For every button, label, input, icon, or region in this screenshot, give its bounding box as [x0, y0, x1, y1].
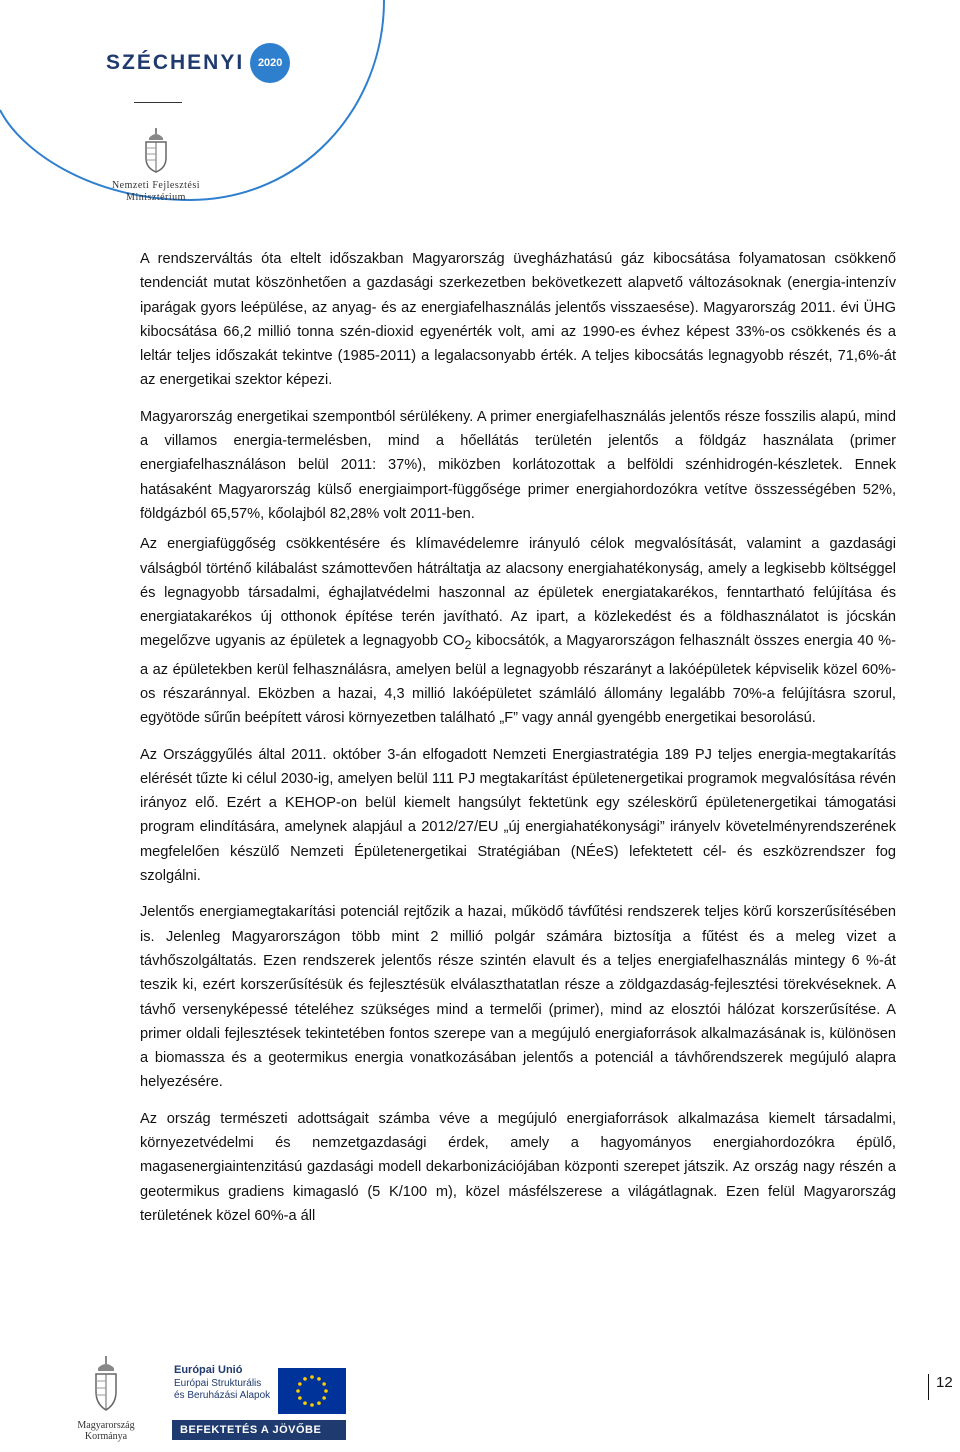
coat-of-arms-icon — [92, 1356, 120, 1412]
ministry-line-1: Nemzeti Fejlesztési — [111, 180, 201, 191]
document-body — [140, 247, 896, 1228]
logo-text: SZÉCHENYI — [106, 51, 245, 74]
coat-of-arms-icon — [141, 128, 171, 174]
eu-flag-star — [298, 1382, 302, 1386]
szechenyi-2020-logo — [106, 38, 290, 88]
eu-flag-star — [322, 1396, 326, 1400]
eu-subtitle: Európai Strukturális és Beruházási Alapok — [174, 1378, 271, 1401]
header-divider — [134, 102, 182, 103]
eu-flag-star — [317, 1401, 321, 1405]
eu-slogan: BEFEKTETÉS A JÖVŐBE — [172, 1420, 346, 1440]
paragraph-energy-strategy: Az Országgyűlés által 2011. október 3-án elfogadott Nemzeti Energiastratégia 189 PJ teljes energia-megtakarítás elérését tűzte ki célul 2030-ig, amelyen belül 111 PJ megtakarítást épületenergetikai programok megvalósítása révén irányoz elő. Ezért a KEHOP-on belül kiemelt hangsúlyt fektetünk egy széleskörű épületenergetikai támogatási program elindítására, amelynek alapjául a 2012/27/EU „új energiahatékonysági” irányelv követelményrendszerének megfelelően készülő Nemzeti Épületenergetikai Stratégiában (NÉeS) lefektetett cél- és eszközrendszer fog szolgálni. — [140, 746, 896, 885]
eu-flag-background — [278, 1368, 346, 1414]
co2-subscript: 2 — [464, 638, 472, 653]
country-line-2: Kormánya — [84, 1431, 128, 1442]
ministry-line-2: Minisztérium — [126, 192, 186, 203]
eu-flag-star — [310, 1403, 314, 1407]
paragraph-text-part: kibocsátók, a Magyarországon felhasznált összes energia 40 %-a az épületekben kerül felhasználásra, amelyen belül a legnagyobb részarányt a lakóépületek képviselik közel 60%-os részaránnyal. Eközben a hazai, 4,3 millió lakóépületet számláló állomány legalább 70%-a felújításra szorul, egyötöde sűrűn beépített városi környezetben található „F” vagy annál gyengébb energetikai besorolású. — [140, 633, 896, 727]
eu-title: Európai Unió — [174, 1364, 243, 1376]
eu-flag-star — [296, 1389, 300, 1393]
eu-flag-star — [322, 1382, 326, 1386]
paragraph-energy-vulnerability: Magyarország energetikai szempontból sérülékeny. A primer energiafelhasználás jelentős része fosszilis alapú, mind a villamos energia-termelésben, mind a hőellátás területén jelentős a földgáz használata (primer energiafelhasználáson belül 2011: 37%), miközben korlátozottak a belföldi szénhidrogén-készletek. Ennek hatásaként Magyarország külső energiaimport-függősége primer energiahordozókra vetítve összességében 52%, földgázból 65,57%, kőolajból 82,28% volt 2011-ben. — [140, 408, 896, 522]
logo-badge-text: 2020 — [257, 57, 283, 69]
page-number-rule — [928, 1374, 929, 1400]
eu-flag-star — [303, 1401, 307, 1405]
eu-flag-star — [317, 1377, 321, 1381]
country-line-1: Magyarország — [77, 1420, 135, 1431]
eu-flag-star — [324, 1389, 328, 1393]
government-logo — [60, 1356, 152, 1442]
paragraph-district-heating: Jelentős energiamegtakarítási potenciál rejtőzik a hazai, működő távfűtési rendszerek teljes körű korszerűsítésében is. Jelenleg Magyarországon több mint 2 millió polgár számára biztosítja a fűtést és a meleg vizet a távhőszolgáltatás. Ezen rendszerek jelentős része szintén elavult és a teljes energiafelhasználás mintegy 6 %-át teszik ki, ezért korszerűsítésük és fejlesztésük elválaszthatatlan része a zöldgazdaság-fejlesztési törekvéseknek. A távhő versenyképessé tételéhez szükséges mind a termelői (primer), mind az elosztói hálózat korszerűsítése. A primer oldali fejlesztések tekintetében fontos szerepe van a megújuló energiaforrások alkalmazásának is, különösen a biomassza és a geotermikus energia vonatkozásában jelentős a potenciál a távhőrendszerek megújuló alapra helyezésére. — [140, 904, 896, 1091]
paragraph-text-part: Az energiafüggőség csökkentésére és klímavédelemre irányuló célok megvalósítását, valamint a gazdasági válságból történő kilábalást számottevően hátráltatja az alacsony energiahatékonyság, amely a legkisebb költséggel és legnagyobb társadalmi, éghajlatvédelmi haszonnal az épületek energiatakarékos, fenntartható felújítása és energiatakarékos új otthonok építése terén javítható. Az ipart, a közlekedést és a földhasználatot is jócskán megelőzve ugyanis az épületek a legnagyobb CO — [140, 536, 896, 650]
paragraph-emissions: A rendszerváltás óta eltelt időszakban Magyarország üvegházhatású gáz kibocsátása folyamatosan csökkenő tendenciát mutat köszönhetően a gazdasági szerkezetben bekövetkezett alapvető változásoknak (energia-intenzív iparágak gyors leépülése, az anyag- és az energiafelhasználás jelentős visszaesése). Magyarország 2011. évi ÜHG kibocsátása 66,2 millió tonna szén-dioxid egyenérték volt, ami az 1990-es évhez képest 33%-os csökkenés és a leltár teljes időszakát tekintve (1985-2011) a legalacsonyabb érték. A teljes kibocsátás legnagyobb részét, 71,6%-át az energetikai szektor képezi. — [140, 251, 896, 389]
eu-flag-star — [298, 1396, 302, 1400]
paragraph-renewables: Az ország természeti adottságait számba véve a megújuló energiaforrások alkalmazása kiemelt társadalmi, környezetvédelmi és nemzetgazdasági érdek, amely a hagyományos energiahordozókra épülő, magasenergiaintenzitású gazdasági modell dekarbonizációjában központi szerepet játszik. Az ország nagy részén a geotermikus gradiens kimagasló (5 K/100 m), közel másfélszerese a világátlagnak. Ezen felül Magyarország területének közel 60%-a áll — [140, 1110, 896, 1224]
eu-flag-icon — [278, 1368, 346, 1414]
page-number: 12 — [936, 1374, 953, 1391]
eu-funds-logo — [166, 1364, 346, 1440]
paragraph-energy-efficiency — [140, 532, 896, 730]
logo-badge — [250, 43, 290, 83]
ministry-logo — [96, 128, 216, 204]
eu-flag-star — [310, 1375, 314, 1379]
eu-flag-star — [303, 1377, 307, 1381]
